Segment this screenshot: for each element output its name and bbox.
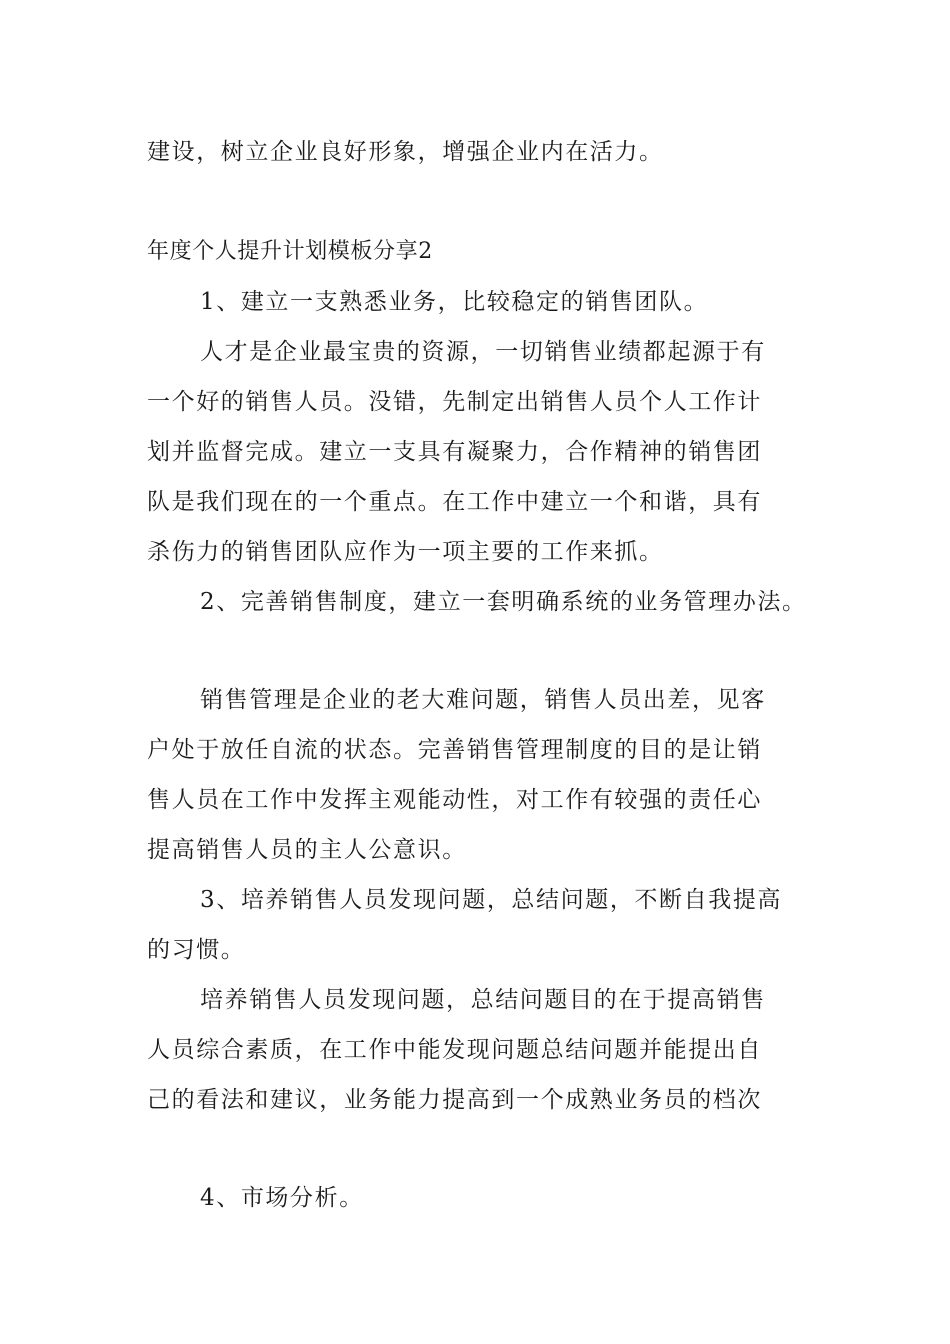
paragraph-line: 户处于放任自流的状态。完善销售管理制度的目的是让销	[147, 737, 762, 763]
paragraph-line: 队是我们现在的一个重点。在工作中建立一个和谐，具有	[147, 489, 762, 515]
paragraph-line: 售人员在工作中发挥主观能动性，对工作有较强的责任心	[147, 787, 762, 813]
paragraph-line: 杀伤力的销售团队应作为一项主要的工作来抓。	[147, 539, 664, 565]
section-heading: 年度个人提升计划模板分享2	[147, 239, 433, 264]
paragraph-line: 一个好的销售人员。没错，先制定出销售人员个人工作计	[147, 389, 762, 415]
list-item-4: 4、市场分析。	[200, 1185, 364, 1211]
list-item-1: 1、建立一支熟悉业务，比较稳定的销售团队。	[200, 289, 709, 315]
list-item-3: 3、培养销售人员发现问题，总结问题，不断自我提高	[200, 887, 783, 913]
paragraph-line: 人员综合素质，在工作中能发现问题总结问题并能提出自	[147, 1037, 762, 1063]
paragraph-line: 己的看法和建议，业务能力提高到一个成熟业务员的档次	[147, 1087, 762, 1113]
paragraph-line: 建设，树立企业良好形象，增强企业内在活力。	[147, 139, 664, 165]
paragraph-line: 的习惯。	[147, 937, 246, 963]
paragraph-line: 人才是企业最宝贵的资源，一切销售业绩都起源于有	[200, 339, 766, 365]
list-item-2: 2、完善销售制度，建立一套明确系统的业务管理办法。	[200, 589, 807, 615]
paragraph-line: 销售管理是企业的老大难问题，销售人员出差，见客	[200, 687, 766, 713]
paragraph-line: 划并监督完成。建立一支具有凝聚力，合作精神的销售团	[147, 439, 762, 465]
paragraph-line: 培养销售人员发现问题，总结问题目的在于提高销售	[200, 987, 766, 1013]
paragraph-line: 提高销售人员的主人公意识。	[147, 837, 467, 863]
